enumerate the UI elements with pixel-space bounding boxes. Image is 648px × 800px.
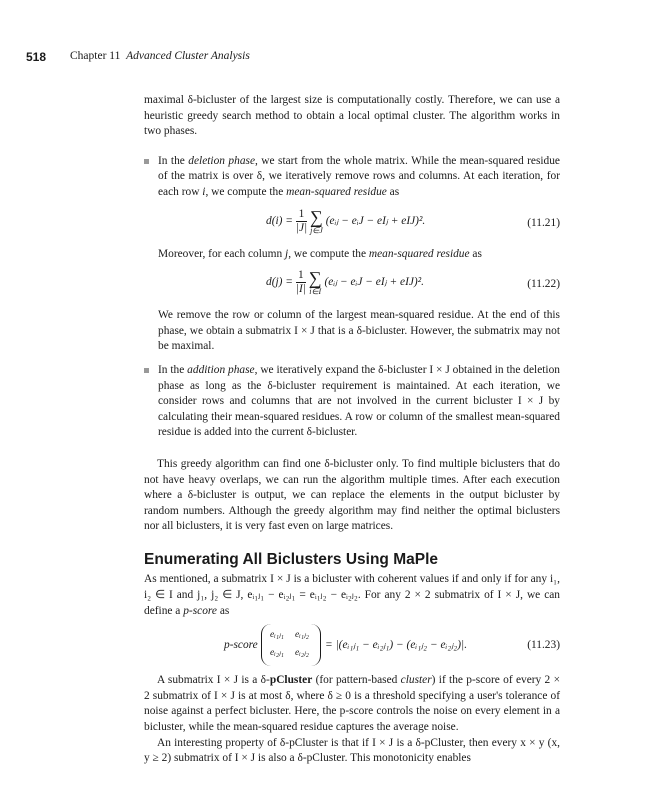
bullet-marker-icon (144, 159, 149, 164)
equation-11-22: d(j) = $\frac{1}{|I|}$ ∑ i∈I (eᵢⱼ − eᵢJ − eIⱼ + eIJ)². (11.22) (266, 268, 560, 297)
paragraph: This greedy algorithm can find one δ-bicluster only. To find multiple biclusters that do not have heavy overlaps, we can run the algorithm multiple times. After each execution where a δ-bicluster is output, we can replace the elements in the output bicluster by random numbers. Although the greedy algorithm may find neither the optimal biclusters nor all biclusters, it is very fast even on large matrices. (144, 457, 560, 533)
paragraph: An interesting property of δ-pCluster is that if I × J is a δ-pCluster, then every x × y (x, y ≥ 2) submatrix of I × J is also a δ-pCluster. This monotonicity enables (144, 736, 560, 765)
equation-11-21: d(i) = $\frac{1}{|J|}$ ∑ j∈J (eᵢⱼ − eᵢJ − eIⱼ + eIJ)². (11.21) (266, 206, 560, 235)
paragraph: We remove the row or column of the largest mean-squared residue. At the end of this phase, we obtain a submatrix I × J that is a δ-bicluster. However, the submatrix may not be maximal. (158, 309, 560, 353)
running-head (70, 50, 250, 62)
paragraph: maximal δ-bicluster of the largest size is computationally costly. Therefore, we can use a heuristic greedy search method to obtain a local optimal cluster. The algorithm works in two phases. (144, 94, 560, 138)
equation-number: (11.22) (527, 278, 560, 291)
equation-11-23: p-score eᵢ₁ⱼ₁ eᵢ₁ⱼ₂ eᵢ₂ⱼ₁ eᵢ₂ⱼ₂ = |(eᵢ₁ⱼ₁ − eᵢ₂ⱼ₁) − (eᵢ₁ⱼ₂ − eᵢ₂ⱼ₂)|. (11.23) (144, 624, 560, 668)
matrix: eᵢ₁ⱼ₁ eᵢ₁ⱼ₂ eᵢ₂ⱼ₁ eᵢ₂ⱼ₂ (261, 624, 321, 666)
equation-number: (11.21) (527, 216, 560, 229)
page-body (144, 93, 560, 767)
section-heading: Enumerating All Biclusters Using MaPle (144, 550, 438, 568)
chapter-title: Advanced Cluster Analysis (126, 50, 250, 62)
paragraph: Moreover, for each column j, we compute the mean-squared residue as (158, 247, 482, 260)
bullet-addition-phase (144, 363, 560, 441)
paragraph: In the deletion phase, we start from the whole matrix. While the mean-squared residue of the matrix is over δ, we iteratively remove rows and columns. At each iteration, for each row i, we compute the mean-squared residue as (158, 154, 560, 198)
bullet-deletion-phase (144, 154, 560, 355)
paragraph: As mentioned, a submatrix I × J is a bicluster with coherent values if and only if for any i₁, i₂ ∈ I and j₁, j₂ ∈ J, eᵢ₁ⱼ₁ − eᵢ₂ⱼ₁ = eᵢ₁ⱼ₂ − eᵢ₂ⱼ₂. For any 2 × 2 submatrix of I × J, we can define a p-score as (144, 573, 560, 617)
chapter-label: Chapter 11 (70, 50, 121, 62)
bullet-marker-icon (144, 368, 149, 373)
paragraph: A submatrix I × J is a δ-pCluster (for pattern-based cluster) if the p-score of every 2 × 2 submatrix of I × J is at most δ, where δ ≥ 0 is a threshold specifying a user's tolerance of noise against a perfect bicluster. Here, the p-score controls the noise on every element in a bicluster, while the mean-squared residue captures the average noise. (144, 674, 560, 734)
page-number: 518 (26, 50, 47, 64)
equation-number: (11.23) (527, 639, 560, 652)
paragraph: In the addition phase, we iteratively expand the δ-bicluster I × J obtained in the deletion phase as long as the δ-bicluster requirement is maintained. At each iteration, we consider rows and columns that are not involved in the current bicluster I × J by calculating their mean-squared residues. A row or column of the smallest mean-squared residue is added into the current δ-bicluster. (158, 363, 560, 439)
